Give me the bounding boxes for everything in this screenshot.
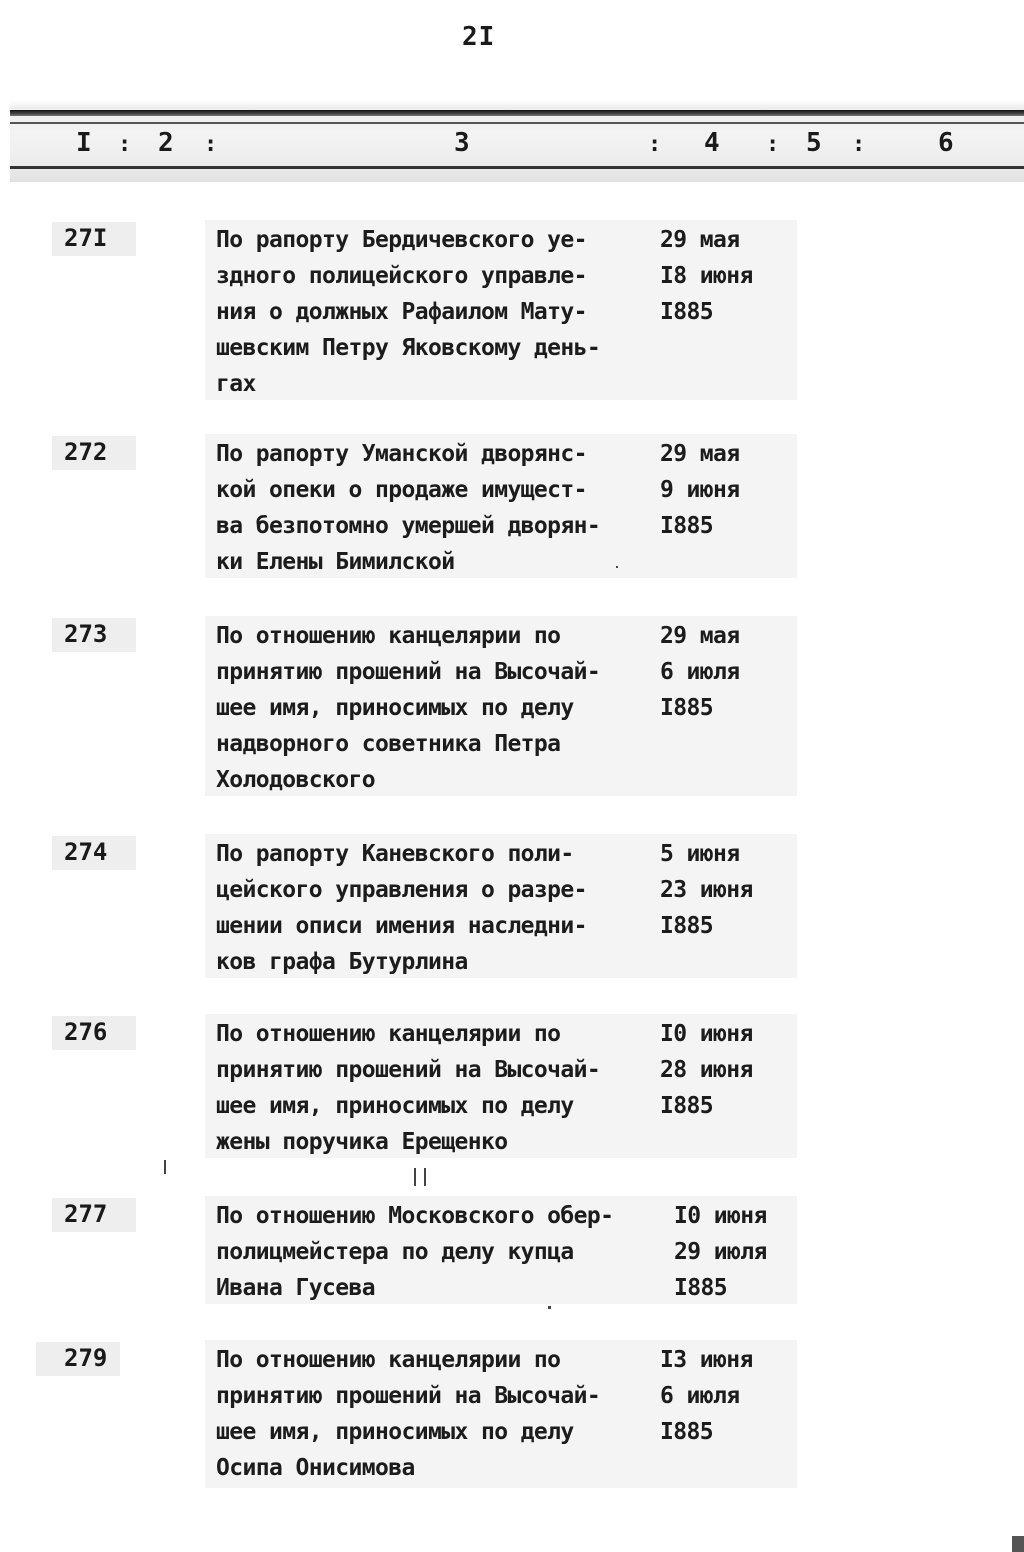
column-6-label: 6 <box>938 128 954 158</box>
scan-speck <box>164 1160 166 1174</box>
header-bottom-rule <box>10 166 1024 169</box>
entry-dates: 29 мая I8 июня I885 <box>660 227 753 325</box>
entry-description: По отношению канцелярии по принятию прошений на Высочай- шее имя, приносимых по делу Осипа Онисимова <box>216 1347 601 1481</box>
scan-speck <box>424 1168 426 1186</box>
entry-description: По рапорту Бердичевского уе- здного полицейского управле- ния о должных Рафаилом Мату- шевским Петру Яковскому день- гах <box>216 227 601 397</box>
column-separator: : <box>852 132 866 157</box>
column-3-label: 3 <box>454 128 470 158</box>
scan-speck <box>548 1306 551 1309</box>
column-4-label: 4 <box>704 128 720 158</box>
entry-number: 274 <box>64 838 108 866</box>
entry-dates: I0 июня 29 июля I885 <box>674 1203 767 1301</box>
entry-number: 273 <box>64 620 108 648</box>
column-separator: : <box>204 132 218 157</box>
column-separator: : <box>766 132 780 157</box>
entry-number: 277 <box>64 1200 108 1228</box>
scan-edge-mark <box>1012 1536 1024 1552</box>
column-5-label: 5 <box>806 128 822 158</box>
entry-description: По отношению канцелярии по принятию прошений на Высочай- шее имя, приносимых по делу жены поручика Ерещенко <box>216 1021 601 1155</box>
entry-description: По рапорту Каневского поли- цейского управления о разре- шении описи имения наследни- ков графа Бутурлина <box>216 841 587 975</box>
header-top-rule-thin <box>10 122 1024 124</box>
header-top-rule <box>10 110 1024 116</box>
entry-dates: 5 июня 23 июня I885 <box>660 841 753 939</box>
entry-number: 27I <box>64 224 108 252</box>
scan-speck <box>414 1168 416 1186</box>
entry-number: 272 <box>64 438 108 466</box>
entry-description: По рапорту Уманской дворянс- кой опеки о продаже имущест- ва безпотомно умершей дворян- ки Елены Бимилской <box>216 441 601 575</box>
column-2-label: 2 <box>158 128 174 158</box>
entry-dates: I0 июня 28 июня I885 <box>660 1021 753 1119</box>
entry-number: 279 <box>64 1344 108 1372</box>
entry-dates: 29 мая 9 июня I885 <box>660 441 740 539</box>
column-separator: : <box>118 132 132 157</box>
column-separator: : <box>648 132 662 157</box>
scan-speck <box>616 566 618 568</box>
entry-dates: 29 мая 6 июля I885 <box>660 623 740 721</box>
column-1-label: I <box>76 128 92 158</box>
entry-description: По отношению канцелярии по принятию прошений на Высочай- шее имя, приносимых по делу надворного советника Петра Холодовского <box>216 623 601 793</box>
entry-description: По отношению Московского обер- полицмейстера по делу купца Ивана Гусева <box>216 1203 614 1301</box>
entry-number: 276 <box>64 1018 108 1046</box>
entry-dates: I3 июня 6 июля I885 <box>660 1347 753 1445</box>
page-number: 2I <box>462 22 496 52</box>
